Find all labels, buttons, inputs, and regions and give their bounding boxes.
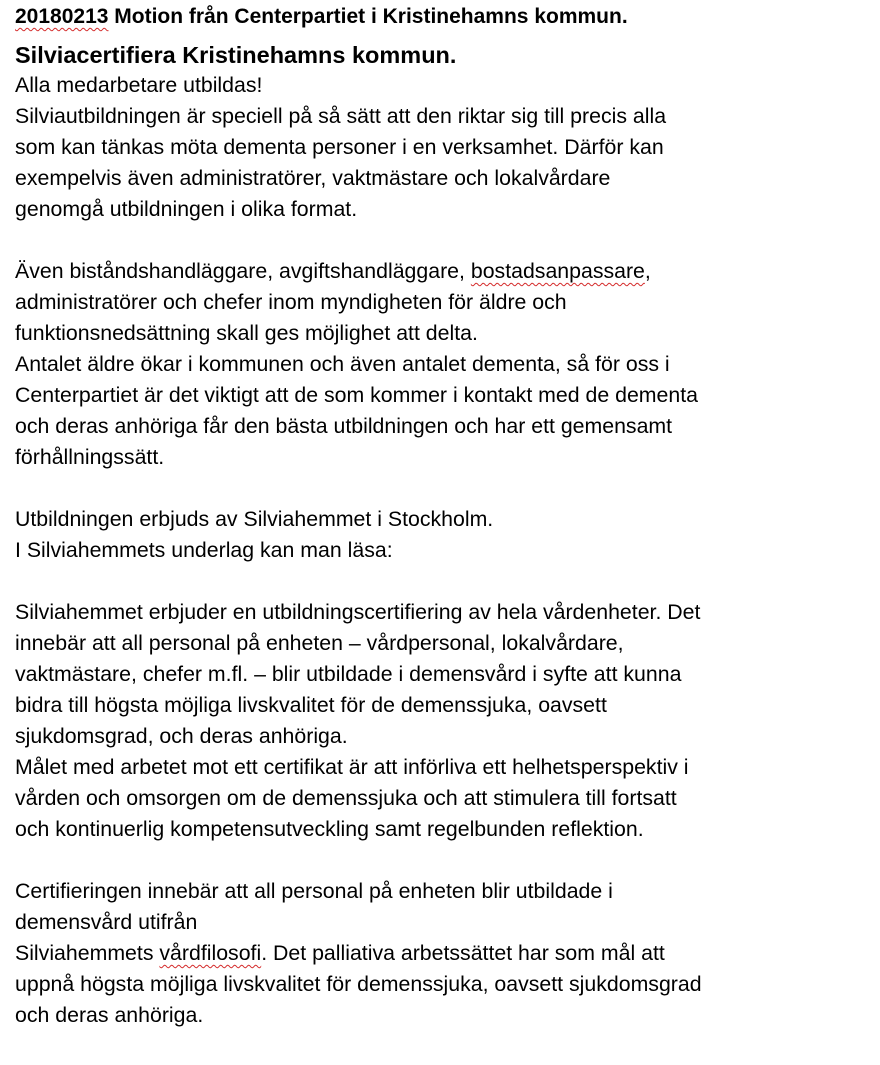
paragraph-line: och kontinuerlig kompetensutveckling samt regelbunden reflektion. — [15, 817, 644, 841]
paragraph-line: Målet med arbetet mot ett certifikat är att införliva ett helhetsperspektiv i — [15, 755, 689, 779]
paragraph-line: exempelvis även administratörer, vaktmästare och lokalvårdare — [15, 166, 611, 190]
paragraph-line: uppnå högsta möjliga livskvalitet för demenssjuka, oavsett sjukdomsgrad — [15, 972, 702, 996]
paragraph-line: och deras anhöriga. — [15, 1003, 204, 1027]
paragraph-line: bidra till högsta möjliga livskvalitet för de demenssjuka, oavsett — [15, 693, 607, 717]
text-segment: Silviahemmets — [15, 941, 160, 965]
text-segment: , — [644, 259, 651, 283]
paragraph-line: Centerpartiet är det viktigt att de som kommer i kontakt med de dementa — [15, 383, 698, 407]
paragraph-line — [15, 938, 875, 969]
paragraph-line: och deras anhöriga får den bästa utbildningen och har ett gemensamt — [15, 414, 673, 438]
motion-body — [15, 70, 875, 1031]
text-segment: . Det palliativa arbetssättet har som mål att — [261, 941, 665, 965]
paragraph-line: vaktmästare, chefer m.fl. – blir utbildade i demensvård i syfte att kunna — [15, 662, 682, 686]
paragraph-line: Silviahemmet erbjuder en utbildningscertifiering av hela vårdenheter. Det — [15, 600, 701, 624]
paragraph-line: vården och omsorgen om de demenssjuka och att stimulera till fortsatt — [15, 786, 677, 810]
paragraph-line: förhållningssätt. — [15, 445, 165, 469]
text-segment: Även biståndshandläggare, avgiftshandläggare, — [15, 259, 471, 283]
header-date: 20180213 — [15, 5, 109, 28]
paragraph-spacer — [15, 566, 875, 597]
paragraph-line: administratörer och chefer inom myndigheten för äldre och — [15, 290, 567, 314]
paragraph-line: Antalet äldre ökar i kommunen och även antalet dementa, så för oss i — [15, 352, 670, 376]
paragraph-spacer — [15, 225, 875, 256]
misspelled-word: vårdfilosofi — [159, 941, 262, 965]
misspelled-word: bostadsanpassare — [470, 259, 645, 283]
paragraph-line: I Silviahemmets underlag kan man läsa: — [15, 538, 393, 562]
paragraph-line: Silviautbildningen är speciell på så sätt att den riktar sig till precis alla — [15, 104, 667, 128]
paragraph-line: funktionsnedsättning skall ges möjlighet att delta. — [15, 321, 478, 345]
document-header — [15, 5, 875, 37]
paragraph-line: demensvård utifrån — [15, 910, 198, 934]
header-title-rest: Motion från Centerpartiet i Kristinehamns kommun. — [108, 5, 628, 28]
document — [15, 0, 875, 1031]
motion-title: Silviacertifiera Kristinehamns kommun. — [15, 42, 457, 68]
paragraph-spacer — [15, 473, 875, 504]
paragraph-line: sjukdomsgrad, och deras anhöriga. — [15, 724, 348, 748]
paragraph-line: innebär att all personal på enheten – vårdpersonal, lokalvårdare, — [15, 631, 624, 655]
paragraph-line: Certifieringen innebär att all personal på enheten blir utbildade i — [15, 879, 613, 903]
paragraph-line: Utbildningen erbjuds av Silviahemmet i Stockholm. — [15, 507, 494, 531]
paragraph-line: genomgå utbildningen i olika format. — [15, 197, 358, 221]
paragraph-spacer — [15, 845, 875, 876]
paragraph-line: Alla medarbetare utbildas! — [15, 73, 263, 97]
paragraph-line: som kan tänkas möta dementa personer i en verksamhet. Därför kan — [15, 135, 664, 159]
paragraph-line — [15, 256, 875, 287]
